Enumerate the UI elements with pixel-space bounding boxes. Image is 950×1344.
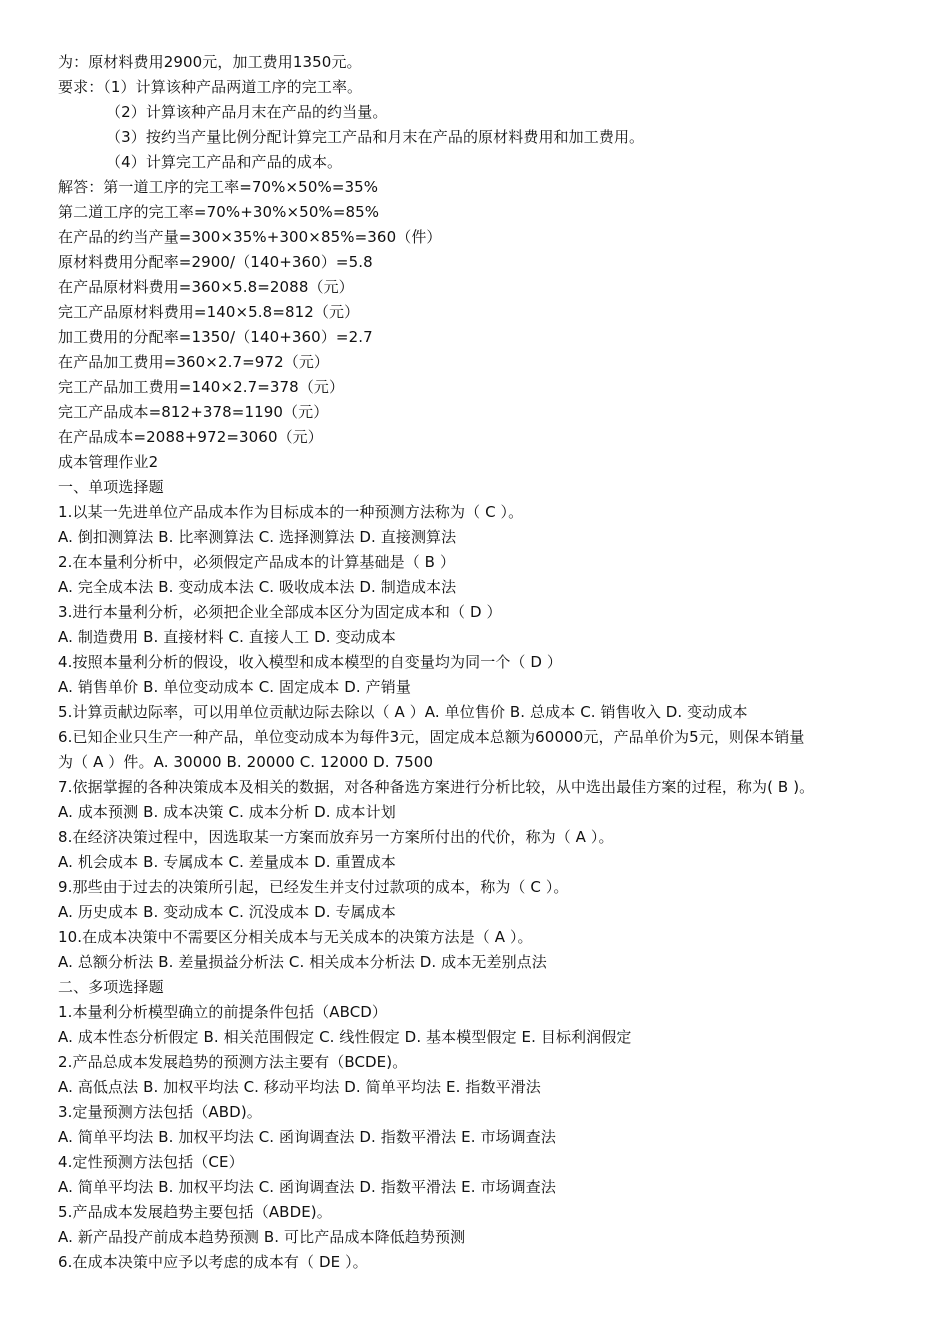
options: A. 高低点法 B. 加权平均法 C. 移动平均法 D. 简单平均法 E. 指数平滑法 xyxy=(58,1078,541,1096)
question: 5.计算贡献边际率，可以用单位贡献边际去除以（ A ）A. 单位售价 B. 总成本 C. 销售收入 D. 变动成本 xyxy=(58,703,748,721)
section-heading: 一、单项选择题 xyxy=(58,478,164,496)
options: 为（ A ）件。A. 30000 B. 20000 C. 12000 D. 7500 xyxy=(58,753,434,771)
section-heading: 二、多项选择题 xyxy=(58,978,164,996)
text-line: 第二道工序的完工率=70%+30%×50%=85% xyxy=(58,203,380,221)
question: 4.定性预测方法包括（CE） xyxy=(58,1153,244,1171)
text-line: 原材料费用分配率=2900/（140+360）=5.8 xyxy=(58,253,373,271)
question: 1.本量利分析模型确立的前提条件包括（ABCD） xyxy=(58,1003,388,1021)
question: 9.那些由于过去的决策所引起，已经发生并支付过款项的成本，称为（ C ）。 xyxy=(58,878,569,896)
options: A. 机会成本 B. 专属成本 C. 差量成本 D. 重置成本 xyxy=(58,853,396,871)
question: 2.在本量利分析中，必须假定产品成本的计算基础是（ B ） xyxy=(58,553,456,571)
question: 5.产品成本发展趋势主要包括（ABDE)。 xyxy=(58,1203,332,1221)
options: A. 销售单价 B. 单位变动成本 C. 固定成本 D. 产销量 xyxy=(58,678,411,696)
question: 8.在经济决策过程中，因选取某一方案而放弃另一方案所付出的代价，称为（ A ）。 xyxy=(58,828,614,846)
text-line: 解答：第一道工序的完工率=70%×50%=35% xyxy=(58,178,379,196)
options: A. 成本预测 B. 成本决策 C. 成本分析 D. 成本计划 xyxy=(58,803,396,821)
text-line: 在产品的约当产量=300×35%+300×85%=360（件） xyxy=(58,228,442,246)
options: A. 完全成本法 B. 变动成本法 C. 吸收成本法 D. 制造成本法 xyxy=(58,578,457,596)
section-title: 成本管理作业2 xyxy=(58,453,159,471)
options: A. 总额分析法 B. 差量损益分析法 C. 相关成本分析法 D. 成本无差别点法 xyxy=(58,953,547,971)
text-line: （3）按约当产量比例分配计算完工产品和月末在产品的原材料费用和加工费用。 xyxy=(106,128,645,146)
question: 2.产品总成本发展趋势的预测方法主要有（BCDE)。 xyxy=(58,1053,408,1071)
question: 7.依据掌握的各种决策成本及相关的数据，对各种备选方案进行分析比较，从中选出最佳方案的过程，称为( B )。 xyxy=(58,778,815,796)
options: A. 历史成本 B. 变动成本 C. 沉没成本 D. 专属成本 xyxy=(58,903,396,921)
text-line: 完工产品加工费用=140×2.7=378（元） xyxy=(58,378,345,396)
text-line: 完工产品原材料费用=140×5.8=812（元） xyxy=(58,303,360,321)
text-line: 为：原材料费用2900元，加工费用1350元。 xyxy=(58,53,362,71)
text-line: 在产品原材料费用=360×5.8=2088（元） xyxy=(58,278,354,296)
question: 3.进行本量利分析，必须把企业全部成本区分为固定成本和（ D ） xyxy=(58,603,502,621)
options: A. 制造费用 B. 直接材料 C. 直接人工 D. 变动成本 xyxy=(58,628,396,646)
options: A. 成本性态分析假定 B. 相关范围假定 C. 线性假定 D. 基本模型假定 E. 目标利润假定 xyxy=(58,1028,632,1046)
text-line: 在产品加工费用=360×2.7=972（元） xyxy=(58,353,330,371)
text-line: （4）计算完工产品和产品的成本。 xyxy=(106,153,343,171)
text-line: （2）计算该种产品月末在产品的约当量。 xyxy=(106,103,388,121)
options: A. 倒扣测算法 B. 比率测算法 C. 选择测算法 D. 直接测算法 xyxy=(58,528,457,546)
question: 3.定量预测方法包括（ABD)。 xyxy=(58,1103,262,1121)
options: A. 简单平均法 B. 加权平均法 C. 函询调查法 D. 指数平滑法 E. 市场调查法 xyxy=(58,1178,556,1196)
text-line: 完工产品成本=812+378=1190（元） xyxy=(58,403,329,421)
options: A. 简单平均法 B. 加权平均法 C. 函询调查法 D. 指数平滑法 E. 市场调查法 xyxy=(58,1128,556,1146)
question: 4.按照本量利分析的假设，收入模型和成本模型的自变量均为同一个（ D ） xyxy=(58,653,563,671)
text-line: 要求：（1）计算该种产品两道工序的完工率。 xyxy=(58,78,363,96)
question: 10.在成本决策中不需要区分相关成本与无关成本的决策方法是（ A ）。 xyxy=(58,928,533,946)
question: 6.已知企业只生产一种产品，单位变动成本为每件3元，固定成本总额为60000元，产品单价为5元，则保本销量 xyxy=(58,728,805,746)
question: 1.以某一先进单位产品成本作为目标成本的一种预测方法称为（ C ）。 xyxy=(58,503,524,521)
question: 6.在成本决策中应予以考虑的成本有（ DE ）。 xyxy=(58,1253,368,1271)
text-line: 在产品成本=2088+972=3060（元） xyxy=(58,428,323,446)
options: A. 新产品投产前成本趋势预测 B. 可比产品成本降低趋势预测 xyxy=(58,1228,466,1246)
text-line: 加工费用的分配率=1350/（140+360）=2.7 xyxy=(58,328,373,346)
